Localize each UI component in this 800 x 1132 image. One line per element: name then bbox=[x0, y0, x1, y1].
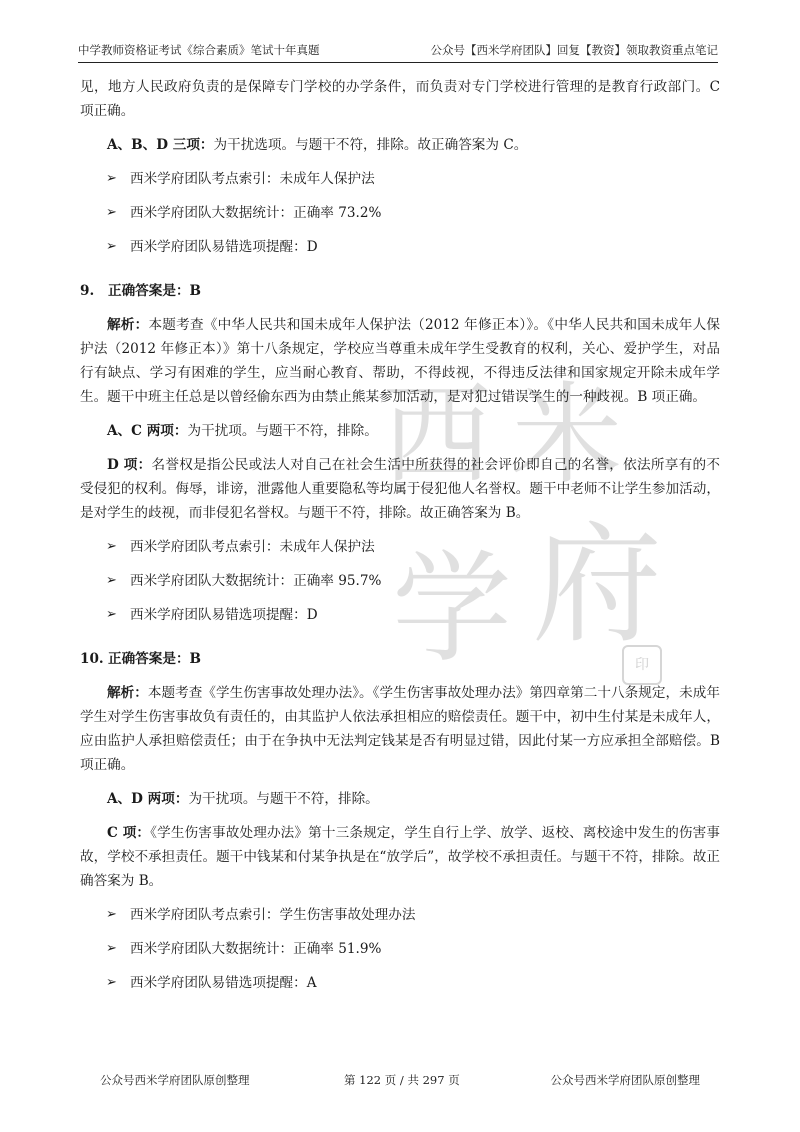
options-text: 《学生伤害事故处理办法》第十三条规定，学生自行上学、放学、返校、离校途中发生的伤害事故，学校不承担责任。题干中钱某和付某争执是在“放学后”，故学校不承担责任。与题干不符，排除。故正确答案为 B。 bbox=[80, 825, 720, 889]
watermark-char: 米 bbox=[512, 371, 622, 499]
options-text: 为干扰项。与题干不符，排除。 bbox=[188, 791, 379, 807]
answer-title: 正确答案是：B bbox=[108, 651, 202, 667]
list-item bbox=[80, 201, 720, 225]
analysis-text: 本题考查《中华人民共和国未成年人保护法（2012 年修正本）》。《中华人民共和国未成年人保护法（2012 年修正本）》第十八条规定，学校应当尊重未成年学生受教育的权利，关心、爱护学生，对品行有缺点、学习有困难的学生，应当耐心教育、帮助，不得歧视，不得违反法律和国家规定开除未成年学生。题干中班主任总是以曾经偷东西为由禁止熊某参加活动，是对犯过错误学生的一种歧视。B 项正确。 bbox=[80, 317, 721, 405]
arrow-bullet-icon: ➢ bbox=[106, 239, 117, 254]
question-number: 10. bbox=[80, 651, 104, 667]
watermark-char: 府 bbox=[532, 509, 663, 661]
page-footer bbox=[0, 1072, 800, 1092]
q8-options-text: 为干扰选项。与题干不符，排除。故正确答案为 C。 bbox=[213, 137, 528, 153]
q10-ad-note bbox=[80, 787, 720, 811]
list-item bbox=[80, 167, 720, 191]
bullet-text: 西米学府团队考点索引：学生伤害事故处理办法 bbox=[130, 907, 416, 923]
q8-options-label: A、B、D 三项： bbox=[107, 137, 214, 153]
page-content bbox=[80, 75, 720, 995]
header-left-title: 中学教师资格证考试《综合素质》笔试十年真题 bbox=[78, 43, 320, 57]
list-item bbox=[80, 569, 720, 593]
watermark-seal: 印 bbox=[622, 645, 662, 685]
arrow-bullet-icon: ➢ bbox=[106, 205, 117, 220]
question-9-heading bbox=[80, 279, 720, 303]
options-label: A、D 两项： bbox=[107, 791, 189, 807]
q10-analysis bbox=[80, 681, 720, 777]
options-text: 为干扰项。与题干不符，排除。 bbox=[187, 423, 378, 439]
bullet-text: 西米学府团队易错选项提醒：D bbox=[130, 239, 318, 255]
bullet-text: 西米学府团队考点索引：未成年人保护法 bbox=[130, 539, 375, 555]
question-10-heading bbox=[80, 647, 720, 671]
page-number: 第 122 页 / 共 297 页 bbox=[344, 1073, 460, 1087]
list-item bbox=[80, 235, 720, 259]
bullet-text: 西米学府团队易错选项提醒：D bbox=[130, 607, 318, 623]
analysis-label: 解析： bbox=[107, 685, 148, 701]
watermark-char: 学 bbox=[392, 540, 512, 679]
list-item bbox=[80, 971, 720, 995]
q10-c-note bbox=[80, 821, 720, 893]
arrow-bullet-icon: ➢ bbox=[106, 607, 117, 622]
options-label: C 项： bbox=[107, 825, 151, 841]
analysis-label: 解析： bbox=[107, 317, 149, 333]
arrow-bullet-icon: ➢ bbox=[106, 573, 117, 588]
q9-analysis bbox=[80, 313, 720, 409]
bullet-text: 西米学府团队大数据统计：正确率 95.7% bbox=[130, 573, 382, 589]
footer-right: 公众号西米学府团队原创整理 bbox=[550, 1073, 700, 1087]
bullet-text: 西米学府团队考点索引：未成年人保护法 bbox=[130, 171, 375, 187]
list-item bbox=[80, 603, 720, 627]
q8-options-note bbox=[80, 133, 720, 157]
q9-d-note bbox=[80, 453, 720, 525]
analysis-text: 本题考查《学生伤害事故处理办法》。《学生伤害事故处理办法》第四章第二十八条规定，未成年学生对学生伤害事故负有责任的，由其监护人依法承担相应的赔偿责任。题干中，初中生付某是未成年人，应由监护人承担赔偿责任；由于在争执中无法判定钱某是否有明显过错，因此付某一方应承担全部赔偿。B 项正确。 bbox=[80, 685, 720, 773]
list-item bbox=[80, 903, 720, 927]
watermark-char: 西 bbox=[382, 371, 492, 499]
header-right-notice: 公众号【西米学府团队】回复【教资】领取教资重点笔记 bbox=[430, 43, 718, 57]
bullet-text: 西米学府团队大数据统计：正确率 73.2% bbox=[130, 205, 382, 221]
options-text: 名誉权是指公民或法人对自己在社会生活中所获得的社会评价即自己的名誉，依法所享有的不受侵犯的权利。侮辱，诽谤，泄露他人重要隐私等均属于侵犯他人名誉权。题干中老师不让学生参加活动，是对学生的歧视，而非侵犯名誉权。与题干不符，排除。故正确答案为 B。 bbox=[80, 457, 720, 521]
bullet-text: 西米学府团队易错选项提醒：A bbox=[130, 975, 317, 991]
q9-ac-note bbox=[80, 419, 720, 443]
arrow-bullet-icon: ➢ bbox=[106, 171, 117, 186]
arrow-bullet-icon: ➢ bbox=[106, 941, 117, 956]
footer-left: 公众号西米学府团队原创整理 bbox=[100, 1073, 250, 1087]
arrow-bullet-icon: ➢ bbox=[106, 907, 117, 922]
list-item bbox=[80, 535, 720, 559]
options-label: D 项： bbox=[107, 457, 152, 473]
intro-paragraph: 见，地方人民政府负责的是保障专门学校的办学条件，而负责对专门学校进行管理的是教育行政部门。C 项正确。 bbox=[80, 79, 720, 119]
question-number: 9. bbox=[80, 283, 95, 299]
options-label: A、C 两项： bbox=[107, 423, 188, 439]
page-header bbox=[78, 38, 718, 63]
answer-title: 正确答案是：B bbox=[108, 283, 202, 299]
arrow-bullet-icon: ➢ bbox=[106, 975, 117, 990]
list-item bbox=[80, 937, 720, 961]
bullet-text: 西米学府团队大数据统计：正确率 51.9% bbox=[130, 941, 382, 957]
arrow-bullet-icon: ➢ bbox=[106, 539, 117, 554]
